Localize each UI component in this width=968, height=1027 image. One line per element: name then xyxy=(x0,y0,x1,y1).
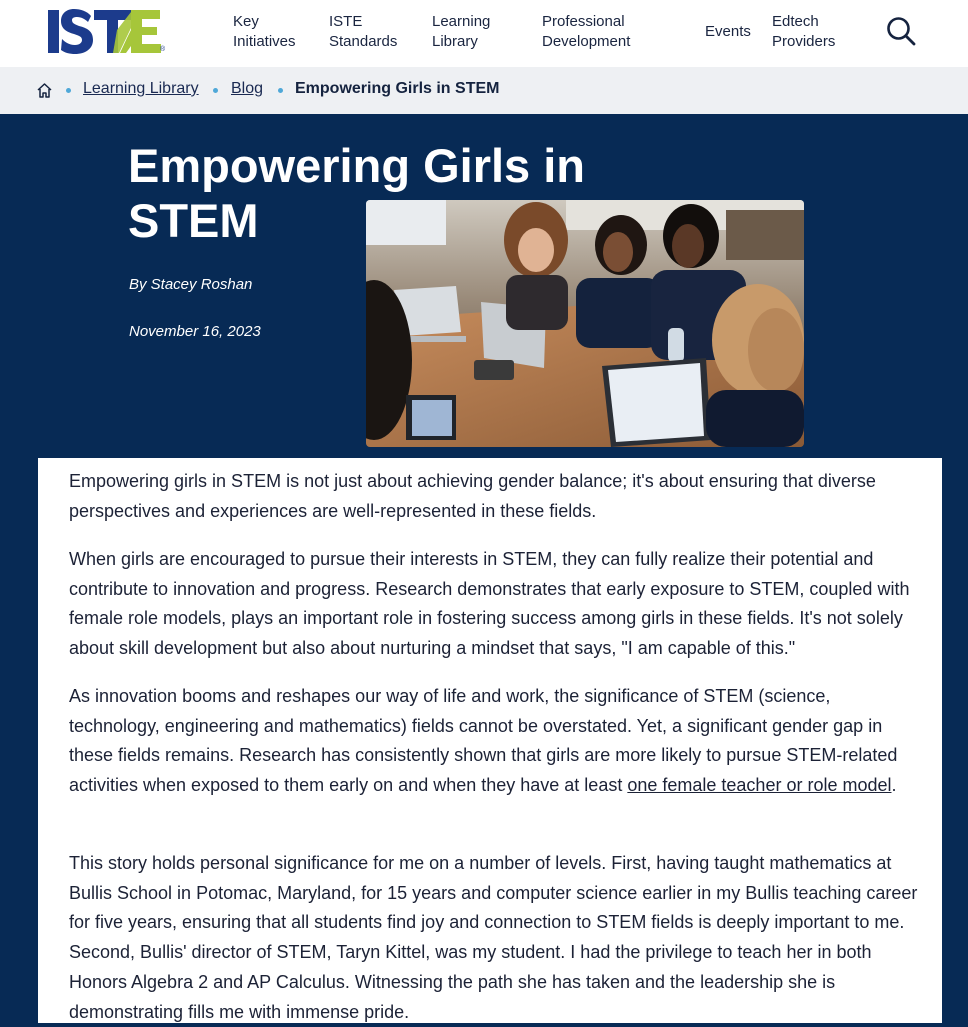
breadcrumb-current: Empowering Girls in STEM xyxy=(295,80,500,97)
iste-logo[interactable] xyxy=(47,8,165,56)
breadcrumb-separator xyxy=(278,88,283,93)
logo-trademark: ® xyxy=(160,46,166,53)
article-paragraph: Empowering girls in STEM is not just about achieving gender balance; it's about ensuring that diverse perspectives and experiences are well-represented in these fields. xyxy=(69,471,876,521)
nav-key-initiatives[interactable]: Key Initiatives xyxy=(233,13,296,50)
page-title: Empowering Girls in STEM xyxy=(128,139,586,247)
search-icon[interactable] xyxy=(886,16,916,46)
breadcrumb-separator xyxy=(213,88,218,93)
nav-iste-standards[interactable]: ISTE Standards xyxy=(329,13,398,50)
article-body xyxy=(38,458,942,1023)
paragraph-text: . xyxy=(891,775,897,796)
site-header xyxy=(0,0,968,67)
female-teacher-link[interactable]: one female teacher or role model xyxy=(627,775,892,796)
nav-events[interactable]: Events xyxy=(705,23,751,40)
home-icon[interactable] xyxy=(36,82,53,99)
article-date: November 16, 2023 xyxy=(129,323,261,340)
article-author: By Stacey Roshan xyxy=(129,276,253,293)
article-paragraph: This story holds personal significance for me on a number of levels. First, having taught mathematics at Bullis School in Potomac, Maryland, for 15 years and computer science earlier in my Bullis teaching career for five years, ensuring that all students find joy and connection to STEM fields is deeply important to me. Second, Bullis' director of STEM, Taryn Kittel, was my student. I had the privilege to teach her in both Honors Algebra 2 and AP Calculus. Witnessing the path she has taken and the leadership she is demonstrating fills me with immense pride. xyxy=(69,853,918,1022)
hero-image xyxy=(366,200,804,447)
iste-logo-mark xyxy=(47,8,165,56)
breadcrumb xyxy=(0,67,968,114)
nav-learning-library[interactable]: Learning Library xyxy=(432,13,491,50)
paragraph-text: As innovation booms and reshapes our way of life and work, the significance of STEM (science, technology, engineering and mathematics) fields cannot be overstated. Yet, a significant gender gap in these fields remains. Research has consistently shown that girls are more likely to pursue STEM-related activities when exposed to them early on and when they have at least xyxy=(69,686,898,796)
article-paragraph xyxy=(69,682,919,801)
breadcrumb-blog[interactable]: Blog xyxy=(231,80,264,97)
article-paragraph: When girls are encouraged to pursue their interests in STEM, they can fully realize their potential and contribute to innovation and progress. Research demonstrates that early exposure to STEM, coupled with female role models, plays an important role in fostering success among girls in these fields. It's not solely about skill development but also about nurturing a mindset that says, "I am capable of this." xyxy=(69,549,910,659)
nav-professional-development[interactable]: Professional Development xyxy=(542,13,631,50)
nav-edtech-providers[interactable]: Edtech Providers xyxy=(772,13,836,50)
breadcrumb-separator xyxy=(66,88,71,93)
breadcrumb-learning-library[interactable]: Learning Library xyxy=(83,80,199,97)
